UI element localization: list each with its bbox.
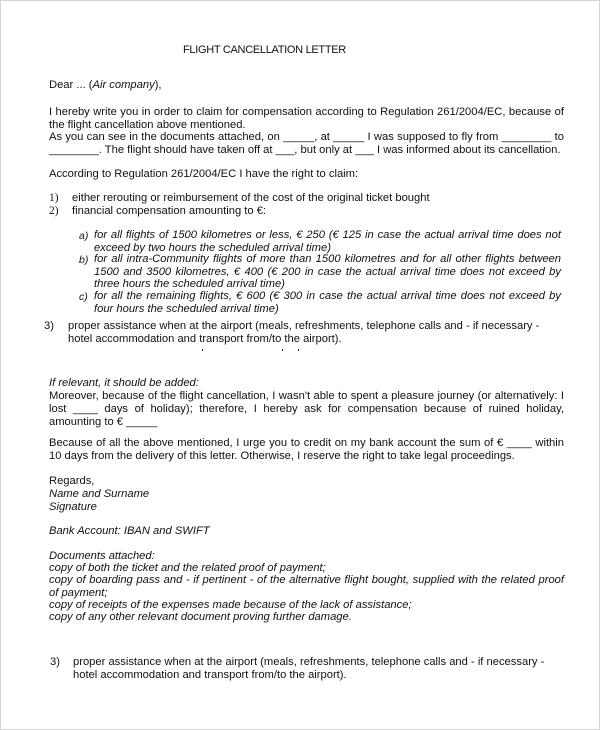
list-letter: a) xyxy=(79,230,89,242)
documents-label: Documents attached: xyxy=(49,550,155,562)
flight-details-paragraph: As you can see in the documents attached, on _____, at _____ I was supposed to fly from ________ to ________. The flight should have taken off at ___, but only at ___ I was informed about its cancellation. xyxy=(49,131,564,156)
regards: Regards, xyxy=(49,475,95,487)
list-number: 3) xyxy=(44,320,54,332)
rights-intro: According to Regulation 261/2004/EC I have the right to claim: xyxy=(49,168,359,180)
compensation-item: for all the remaining flights, € 600 (€ 300 in case the actual arrival time does not exceed by four hours the scheduled arrival time) xyxy=(94,290,561,315)
holiday-paragraph: Moreover, because of the flight cancellation, I wasn't able to spent a pleasure journey (or alternatively: I lost ____ days of holiday); therefore, I hereby ask for compensation because of ruined holiday, amounting to € _____ xyxy=(49,390,564,428)
compensation-item: for all intra-Community flights of more than 1500 kilometres and for all other flights between 1500 and 3500 kilometres, € 400 (€ 200 in case the actual arrival time does not exceed by three hours the scheduled arrival time) xyxy=(94,253,561,291)
list-item: either rerouting or reimbursement of the cost of the original ticket bought xyxy=(72,192,430,204)
list-letter: c) xyxy=(79,291,88,303)
artifact-mark xyxy=(202,349,203,351)
list-item: proper assistance when at the airport (meals, refreshments, telephone calls and - if necessary - hotel accommodation and transport from/to the airport). xyxy=(68,320,540,345)
list-item: financial compensation amounting to €: xyxy=(72,205,267,217)
list-letter: b) xyxy=(79,254,89,266)
signature-placeholder: Signature xyxy=(49,501,97,513)
intro-paragraph: I hereby write you in order to claim for compensation according to Regulation 261/2004/EC, because of the flight cancellation above mentioned. xyxy=(49,106,564,131)
bank-account: Bank Account: IBAN and SWIFT xyxy=(49,525,210,537)
recipient-placeholder: Air company xyxy=(92,79,155,91)
list-number: 1) xyxy=(49,192,59,204)
compensation-item: for all flights of 1500 kilometres or less, € 250 (€ 125 in case the actual arrival time does not exceed by two hours the scheduled arrival time) xyxy=(94,229,561,254)
document-title: FLIGHT CANCELLATION LETTER xyxy=(183,44,346,56)
document-item: copy of both the ticket and the related proof of payment; xyxy=(49,562,326,574)
artifact-mark xyxy=(282,349,283,351)
credit-paragraph: Because of all the above mentioned, I urge you to credit on my bank account the sum of € ____ within 10 days from the delivery of this letter. Otherwise, I reserve the right to take legal proceedings. xyxy=(49,437,564,462)
document-item: copy of any other relevant document proving further damage. xyxy=(49,611,352,623)
name-placeholder: Name and Surname xyxy=(49,488,150,500)
artifact-mark xyxy=(298,349,299,351)
list-number: 2) xyxy=(49,205,59,217)
document-item: copy of boarding pass and - if pertinent - of the alternative flight bought, supplied with the related proof of payment; xyxy=(49,574,564,599)
document-item: copy of receipts of the expenses made because of the lack of assistance; xyxy=(49,599,412,611)
list-number: 3) xyxy=(50,656,60,668)
relevant-label: If relevant, it should be added: xyxy=(49,377,199,389)
list-item: proper assistance when at the airport (meals, refreshments, telephone calls and - if necessary - hotel accommodation and transport from/to the airport). xyxy=(73,656,545,681)
salutation: Dear ... (Air company), xyxy=(49,79,162,91)
